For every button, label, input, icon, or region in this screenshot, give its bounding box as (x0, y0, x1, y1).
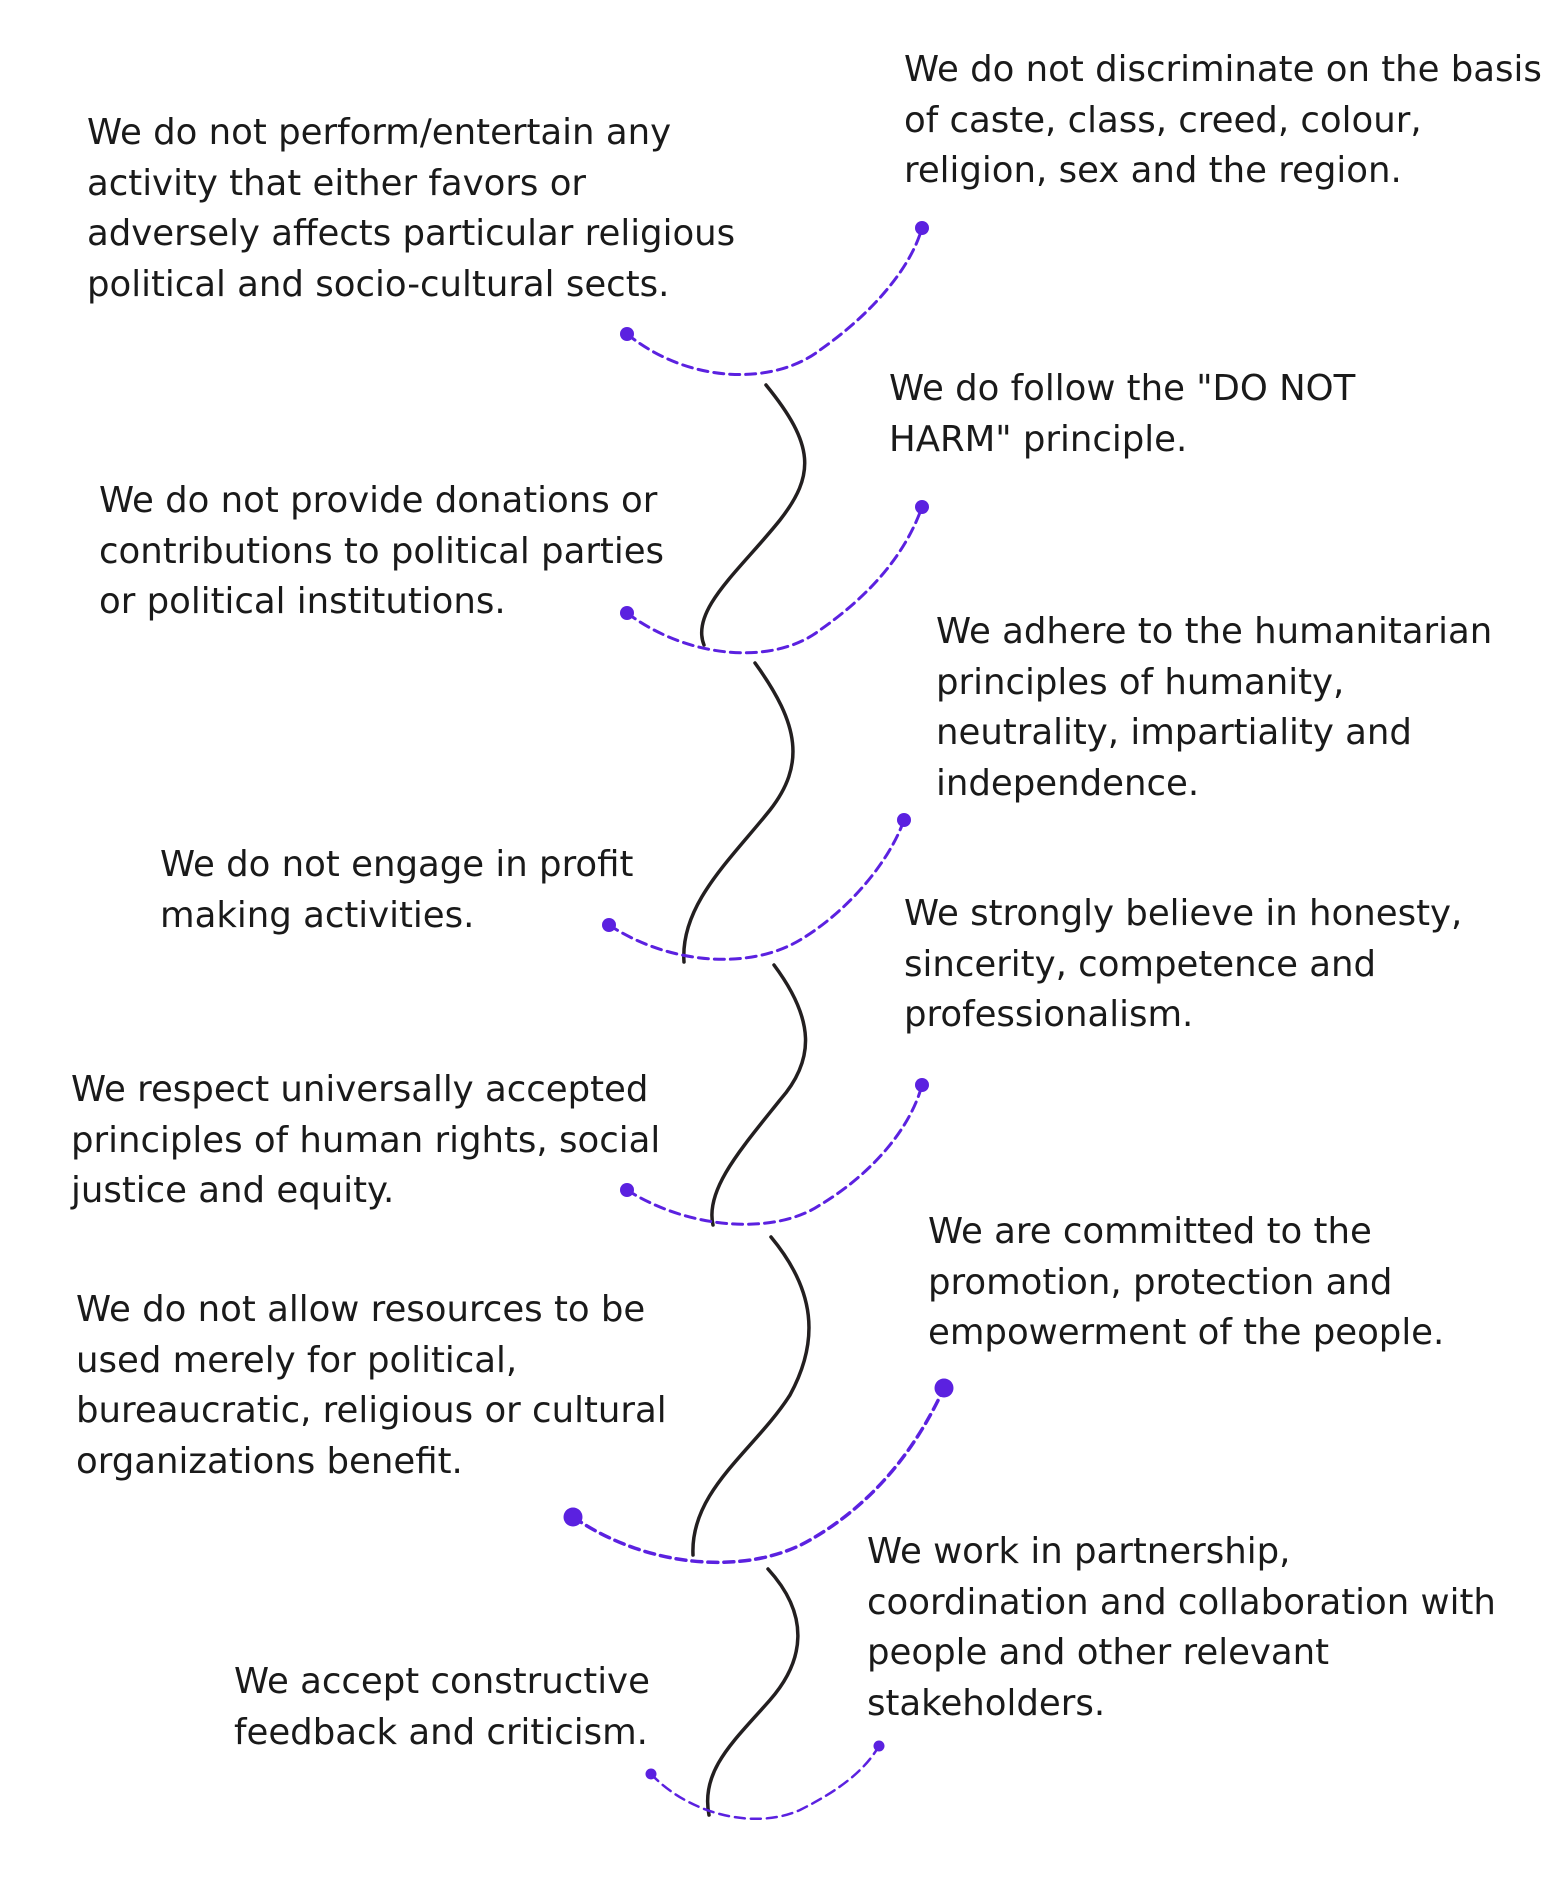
principle-no-political-donations: We do not provide donations or contributions to political parties or political institutions. (99, 480, 665, 622)
spine-segment-1 (702, 385, 805, 645)
principle-resource-use: We do not allow resources to be used merely for political, bureaucratic, religious or cultural organizations benefit. (76, 1289, 667, 1482)
dot (564, 1508, 583, 1527)
dot (874, 1741, 885, 1752)
principle-honesty-professionalism: We strongly believe in honesty, sincerity, competence and professionalism. (904, 893, 1463, 1035)
dot (915, 221, 929, 235)
principle-no-sectarian-activity: We do not perform/entertain any activity that either favors or adversely affects particular religious political and socio-cultural sects. (87, 112, 736, 305)
spine-segment-3 (712, 965, 806, 1225)
principle-human-rights: We respect universally accepted principles of human rights, social justice and equity. (71, 1069, 661, 1211)
principle-do-not-harm: We do follow the "DO NOT HARM" principle. (889, 368, 1356, 460)
dot (915, 1078, 929, 1092)
dot (915, 500, 929, 514)
principle-empowerment: We are committed to the promotion, protection and empowerment of the people. (928, 1211, 1445, 1353)
spine-segment-4 (693, 1237, 809, 1555)
dot (935, 1379, 954, 1398)
principle-no-profit-making: We do not engage in profit making activities. (160, 844, 634, 936)
dot (620, 327, 634, 341)
principle-humanitarian-principles: We adhere to the humanitarian principles of humanity, neutrality, impartiality and independence. (936, 611, 1493, 804)
dot (646, 1769, 657, 1780)
principle-constructive-feedback: We accept constructive feedback and criticism. (234, 1661, 650, 1753)
principle-no-discrimination: We do not discriminate on the basis of caste, class, creed, colour, religion, sex and the region. (904, 49, 1542, 191)
dot (897, 813, 911, 827)
principle-partnership: We work in partnership, coordination and collaboration with people and other relevant stakeholders. (867, 1531, 1496, 1724)
